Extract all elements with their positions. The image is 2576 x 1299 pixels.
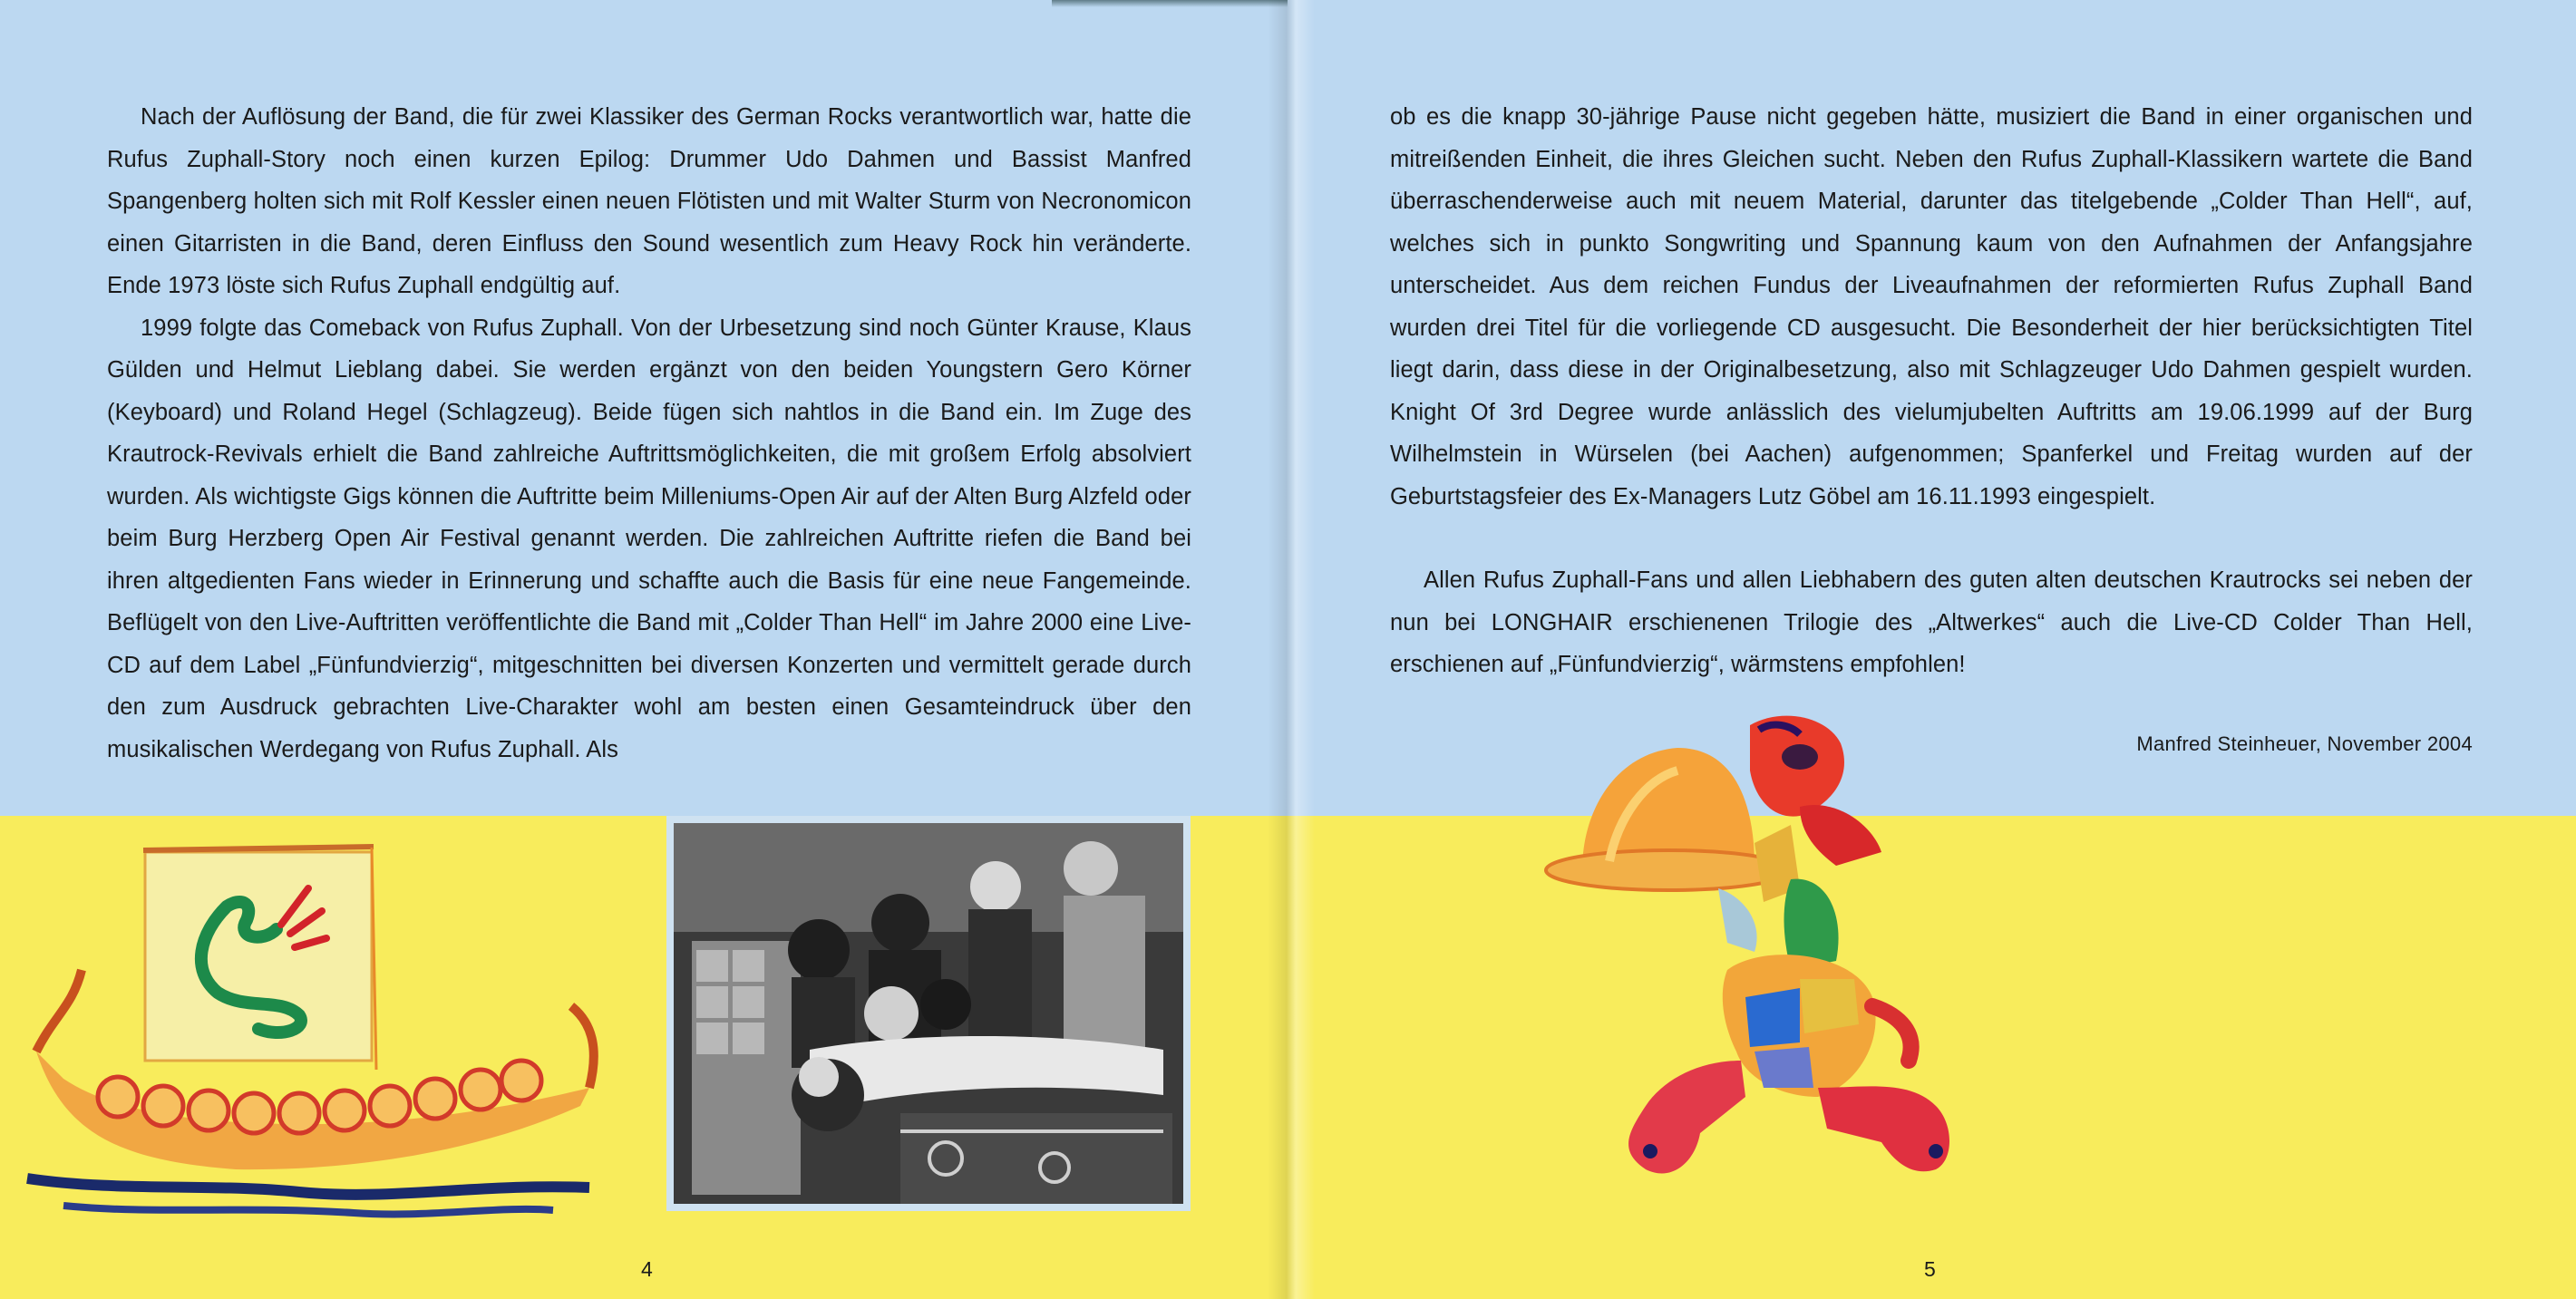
jester-illustration: [1528, 707, 1999, 1215]
left-paragraph-2: 1999 folgte das Comeback von Rufus Zuphall. Von der Urbesetzung sind noch Günter Krause, Klaus Gülden und Helmut Lieblang dabei. Sie werden ergänzt von den beiden Youngstern Gero Körner (Keyboard) und Roland Hegel (Schlagzeug). Beide fügen sich nahtlos in die Band ein. Im Zuge des Krautrock-Revivals erhielt die Band zahlreiche Auftrittsmöglichkeiten, die mit großem Erfolg absolviert wurden. Als wichtigste Gigs können die Auftritte beim Milleniums-Open Air auf der Alten Burg Alzfeld oder beim Burg Herzberg Open Air Festival genannt werden. Die zahlreichen Auftritte riefen die Band bei ihren altgedienten Fans wieder in Erinnerung und schaffte auch die Basis für eine neue Fangemeinde. Beflügelt von den Live-Auftritten veröffentlichte die Band mit „Colder Than Hell“ im Jahre 2000 eine Live-CD auf dem Label „Fünfundvierzig“, mitgeschnitten bei diversen Konzerten und vermittelt gerade durch den zum Ausdruck gebrachten Live-Charakter wohl am besten einen Gesamteindruck über den musikalischen Werdegang von Rufus Zuphall. Als: [107, 315, 1191, 762]
right-paragraph-1: ob es die knapp 30-jährige Pause nicht gegeben hätte, musiziert die Band in einer organischen und mitreißenden Einheit, die ihres Gleichen sucht. Neben den Rufus Zuphall-Klassikern wartete die Band überraschenderweise auch mit neuem Material, darunter das titelgebende „Colder Than Hell“, auf, welches sich in punkto Songwriting und Spannung kaum von den Aufnahmen der Anfangsjahre unterscheidet. Aus dem reichen Fundus der Liveaufnahmen der reformierten Rufus Zuphall Band wurden drei Titel für die vorliegende CD ausgesucht. Die Besonderheit der hier berücksichtigten Titel liegt darin, dass diese in der Originalbesetzung, also mit Schlagzeuger Udo Dahmen gespielt wurden. Knight Of 3rd Degree wurde anlässlich des vielumjubelten Auftritts am 19.06.1999 auf der Burg Wilhelmstein in Würselen (bei Aachen) aufgenommen; Spanferkel und Freitag wurden auf der Geburtstagsfeier des Ex-Managers Lutz Göbel am 16.11.1993 eingespielt.: [1390, 104, 2473, 509]
author-signature: Manfred Steinheuer, November 2004: [2136, 732, 2473, 755]
left-paragraph-1: Nach der Auflösung der Band, die für zwei Klassiker des German Rocks verantwortlich war, hatte die Rufus Zuphall-Story noch einen kurzen Epilog: Drummer Udo Dahmen und Bassist Manfred Spangenberg holten sich mit Rolf Kessler einen neuen Flötisten und mit Walter Sturm von Necronomicon einen Gitarristen in die Band, deren Einfluss den Sound wesentlich zum Heavy Rock hin veränderte. Ende 1973 löste sich Rufus Zuphall endgültig auf.: [107, 104, 1191, 298]
page-number-right: 5: [1924, 1257, 1936, 1281]
band-photo-image: [674, 823, 1183, 1204]
left-text-column: [107, 96, 1191, 771]
book-gutter: [1268, 0, 1315, 1299]
page-number-left: 4: [641, 1257, 653, 1281]
right-paragraph-2: Allen Rufus Zuphall-Fans und allen Liebhabern des guten alten deutschen Krautrocks sei neben der nun bei LONGHAIR erschienenen Trilogie des „Altwerkes“ auch die Live-CD Colder Than Hell, erschienen auf „Fünfundvierzig“, wärmstens empfohlen!: [1390, 567, 2473, 677]
right-page: [1288, 0, 2576, 1299]
viking-ship-illustration: [9, 834, 608, 1233]
right-text-column: [1390, 96, 2473, 686]
band-photo: [666, 816, 1191, 1211]
top-edge-shadow: [1052, 0, 1288, 7]
